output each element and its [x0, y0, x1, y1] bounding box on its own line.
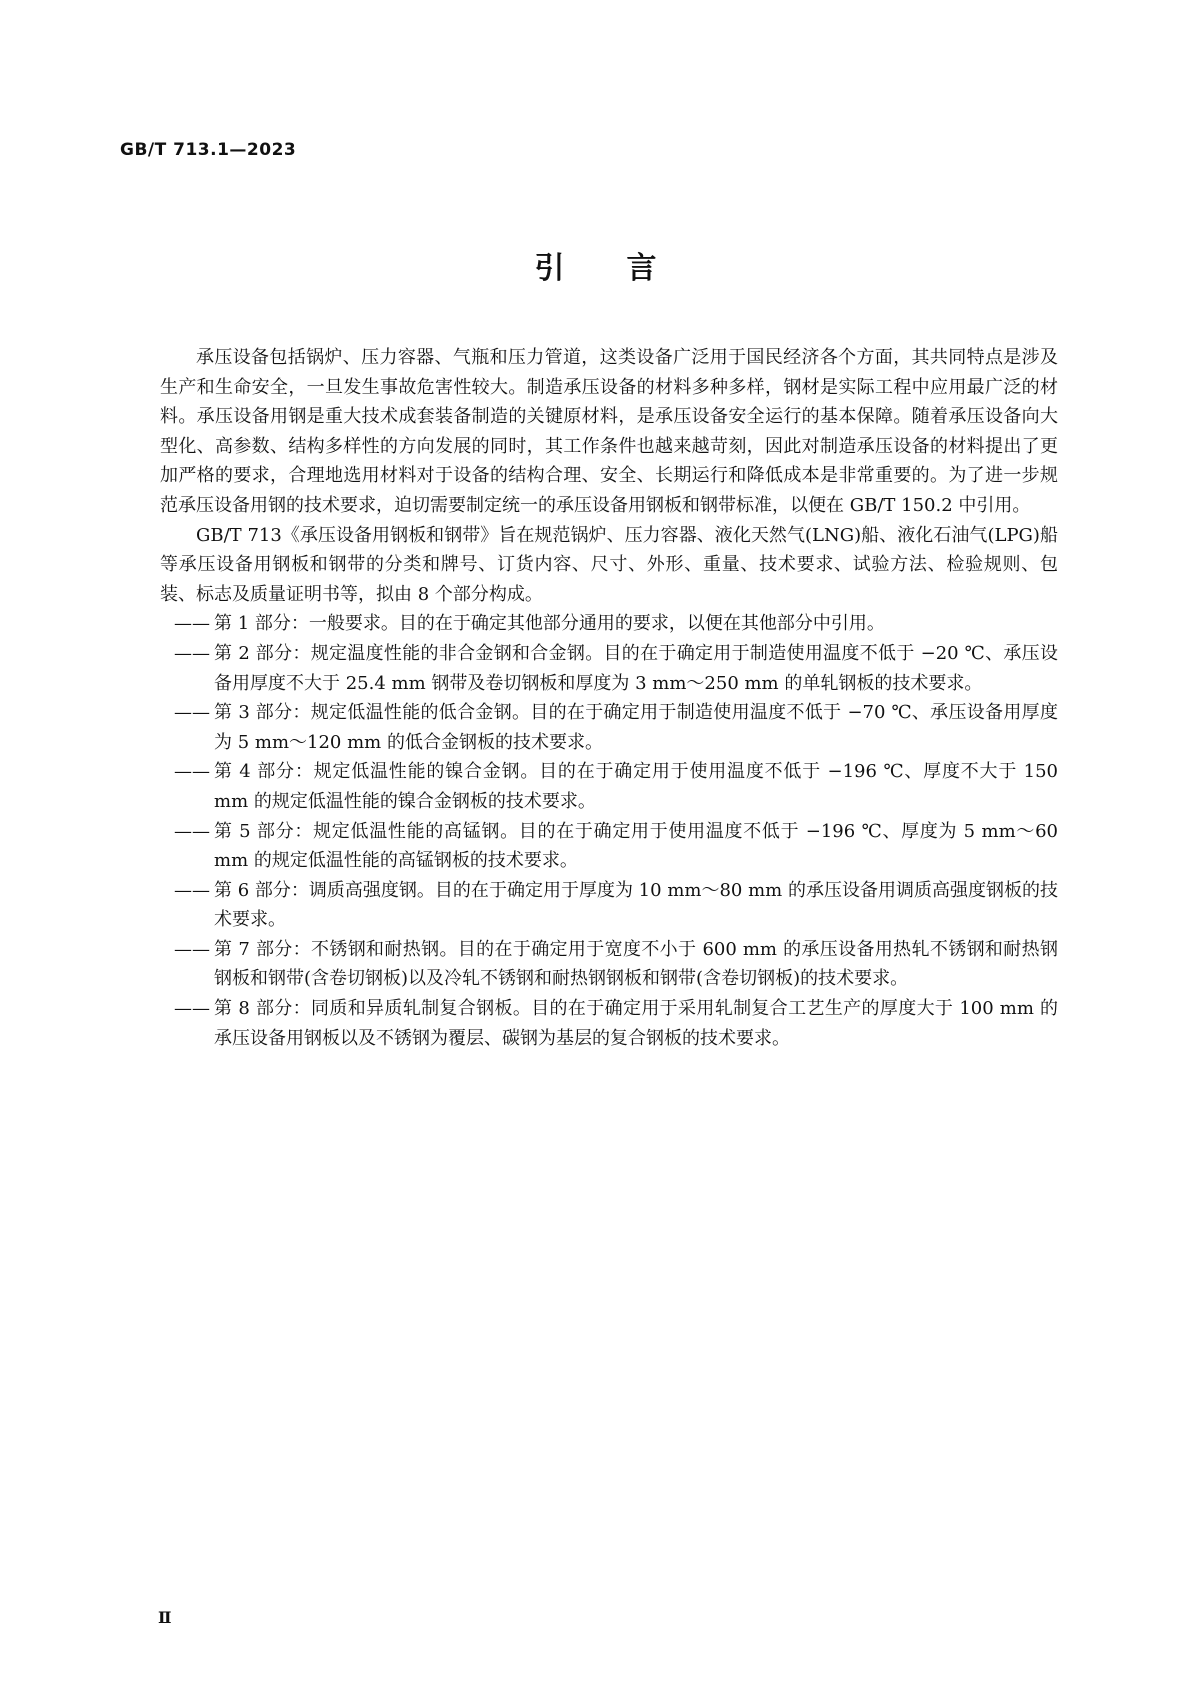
list-dash: —— [174, 879, 210, 901]
list-item-text: 第 3 部分：规定低温性能的低合金钢。目的在于确定用于制造使用温度不低于 −70 ℃、承压设备用厚度为 5 mm～120 mm 的低合金钢板的技术要求。 [214, 702, 1058, 753]
page-number: Ⅱ [158, 1608, 172, 1627]
list-item-text: 第 1 部分：一般要求。目的在于确定其他部分通用的要求，以便在其他部分中引用。 [214, 613, 885, 635]
intro-paragraph-2: GB/T 713《承压设备用钢板和钢带》旨在规范锅炉、压力容器、液化天然气(LNG)船、液化石油气(LPG)船等承压设备用钢板和钢带的分类和牌号、订货内容、尺寸、外形、重量、技术要求、试验方法、检验规则、包装、标志及质量证明书等，拟由 8 个部分构成。 [160, 524, 1058, 605]
list-item [160, 876, 1058, 935]
standard-number: GB/T 713.1—2023 [120, 140, 297, 160]
list-dash: —— [174, 642, 210, 664]
intro-paragraph-1: 承压设备包括锅炉、压力容器、气瓶和压力管道，这类设备广泛用于国民经济各个方面，其共同特点是涉及生产和生命安全，一旦发生事故危害性较大。制造承压设备的材料多种多样，钢材是实际工程中应用最广泛的材料。承压设备用钢是重大技术成套装备制造的关键原材料，是承压设备安全运行的基本保障。随着承压设备向大型化、高参数、结构多样性的方向发展的同时，其工作条件也越来越苛刻，因此对制造承压设备的材料提出了更加严格的要求，合理地选用材料对于设备的结构合理、安全、长期运行和降低成本是非常重要的。为了进一步规范承压设备用钢的技术要求，迫切需要制定统一的承压设备用钢板和钢带标准，以便在 GB/T 150.2 中引用。 [160, 347, 1058, 516]
list-item [160, 757, 1058, 816]
list-item [160, 994, 1058, 1053]
list-dash: —— [174, 938, 210, 960]
list-dash: —— [174, 820, 210, 842]
list-item [160, 639, 1058, 698]
list-item-text: 第 2 部分：规定温度性能的非合金钢和合金钢。目的在于确定用于制造使用温度不低于 −20 ℃、承压设备用厚度不大于 25.4 mm 钢带及卷切钢板和厚度为 3 mm～250 mm 的单轧钢板的技术要求。 [214, 642, 1058, 694]
list-dash: —— [174, 761, 210, 783]
list-item-text: 第 6 部分：调质高强度钢。目的在于确定用于厚度为 10 mm～80 mm 的承压设备用调质高强度钢板的技术要求。 [214, 879, 1058, 931]
list-item-text: 第 5 部分：规定低温性能的高锰钢。目的在于确定用于使用温度不低于 −196 ℃、厚度为 5 mm～60 mm 的规定低温性能的高锰钢板的技术要求。 [214, 820, 1058, 872]
list-item [160, 935, 1058, 994]
list-item-text: 第 7 部分：不锈钢和耐热钢。目的在于确定用于宽度不小于 600 mm 的承压设备用热轧不锈钢和耐热钢钢板和钢带(含卷切钢板)以及冷轧不锈钢和耐热钢钢板和钢带(含卷切钢板)的技术要求。 [214, 938, 1058, 990]
document-body [160, 343, 1058, 1053]
list-item [160, 609, 1058, 639]
list-item [160, 698, 1058, 757]
list-item [160, 817, 1058, 876]
list-dash: —— [174, 998, 210, 1020]
list-item-text: 第 4 部分：规定低温性能的镍合金钢。目的在于确定用于使用温度不低于 −196 ℃、厚度不大于 150 mm 的规定低温性能的镍合金钢板的技术要求。 [214, 761, 1058, 812]
list-dash: —— [174, 613, 210, 635]
page-title: 引言 [534, 251, 719, 286]
list-item-text: 第 8 部分：同质和异质轧制复合钢板。目的在于确定用于采用轧制复合工艺生产的厚度大于 100 mm 的承压设备用钢板以及不锈钢为覆层、碳钢为基层的复合钢板的技术要求。 [214, 998, 1058, 1049]
list-dash: —— [174, 702, 210, 724]
parts-list [160, 609, 1058, 1053]
